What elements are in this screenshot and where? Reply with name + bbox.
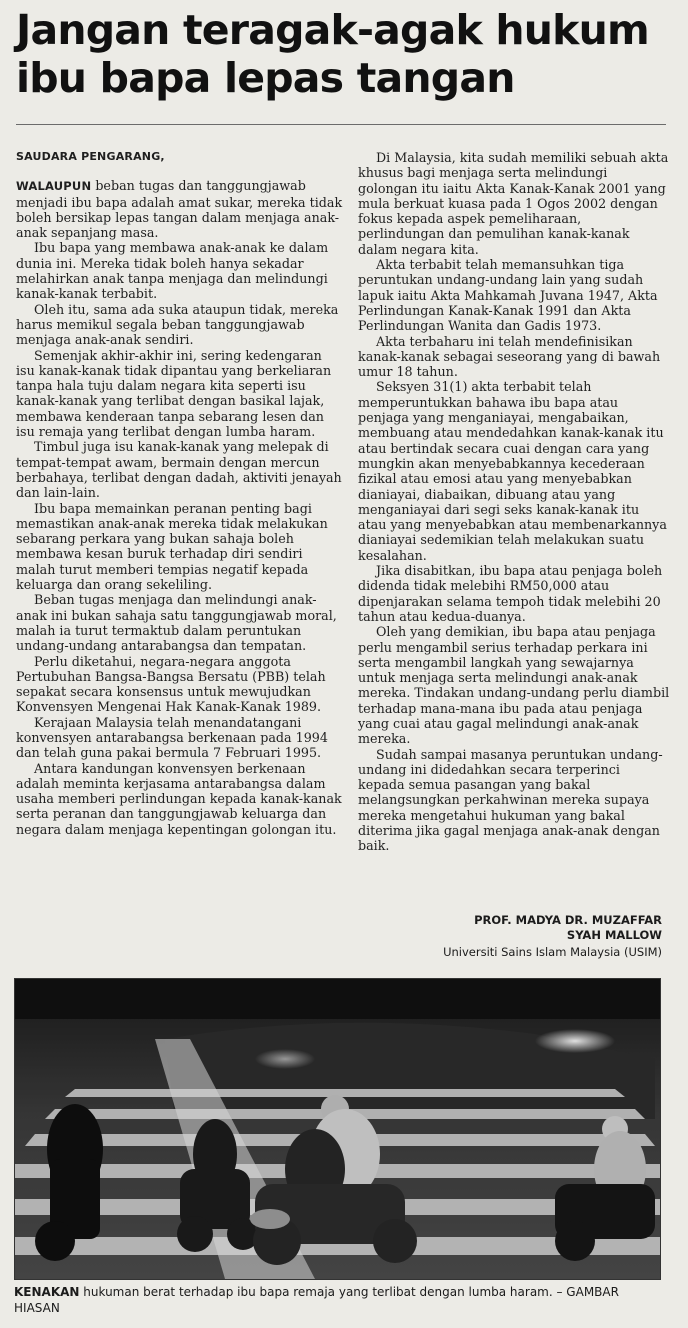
- paragraph: Beban tugas menjaga dan melindungi anak-anak ini bukan sahaja satu tanggungjawab moral, malah ia turut termaktub dalam peruntukan undang-undang antarabangsa dan tempatan.: [16, 592, 337, 654]
- paragraph: Timbul juga isu kanak-kanak yang melepak di tempat-tempat awam, bermain dengan mercun berbahaya, terlibat dengan dadah, aktiviti jenayah dan lain-lain.: [16, 439, 342, 501]
- caption-text: hukuman berat terhadap ibu bapa remaja yang terlibat dengan lumba haram. – GAMBAR HIASAN: [14, 1285, 619, 1315]
- photo-caption: [14, 1284, 664, 1316]
- paragraph: Ibu bapa yang membawa anak-anak ke dalam dunia ini. Mereka tidak boleh hanya sekadar melahirkan anak tanpa menjaga dan melindungi kanak-kanak terbabit.: [16, 240, 329, 302]
- headline-line-1: Jangan teragak-agak hukum: [16, 6, 649, 54]
- headline: [16, 6, 676, 102]
- paragraph: Semenjak akhir-akhir ini, sering kedengaran isu kanak-kanak tidak dipantau yang berkeliaran tanpa hala tuju dalam negara kita seperti isu kanak-kanak yang terlibat dengan basikal lajak, membawa kenderaan tanpa sebarang lesen dan isu remaja yang terlibat dengan lumba haram.: [16, 347, 332, 440]
- paragraph: Oleh yang demikian, ibu bapa atau penjaga perlu mengambil serius terhadap perkara ini serta mengambil langkah yang sewajarnya untuk menjaga serta melindungi anak-anak mereka. Tindakan undang-undang perlu diambil terhadap mana-mana ibu pada atau penjaga yang cuai atau gagal melindungi anak-anak mereka.: [358, 624, 670, 747]
- lead-word: WALAUPUN: [16, 179, 92, 194]
- street-photo: [14, 978, 661, 1280]
- right-column: [358, 150, 670, 854]
- paragraph: Perlu diketahui, negara-negara anggota Pertubuhan Bangsa-Bangsa Bersatu (PBB) telah sepakat secara konsensus untuk mewujudkan Konvensyen Mengenai Hak Kanak-Kanak 1989.: [16, 653, 326, 715]
- paragraph: Ibu bapa memainkan peranan penting bagi memastikan anak-anak mereka tidak melakukan sebarang perkara yang bukan sahaja boleh membawa kesan buruk terhadap diri sendiri malah turut memberi tempias negatif kepada keluarga dan orang sekeliling.: [16, 500, 328, 593]
- author-name-line-1: PROF. MADYA DR. MUZAFFAR: [474, 913, 662, 927]
- paragraph: Antara kandungan konvensyen berkenaan adalah meminta kerjasama antarabangsa dalam usaha memberi perlindungan kepada kanak-kanak serta peranan dan tanggungjawab keluarga dan negara dalam menjaga kepentingan golongan itu.: [16, 760, 342, 837]
- headline-rule: [16, 124, 666, 125]
- motorcycle-crossing-illustration: [15, 979, 660, 1279]
- headline-line-2: ibu bapa lepas tangan: [16, 54, 515, 102]
- lead-text: beban tugas dan tanggungjawab menjadi ibu bapa adalah amat sukar, mereka tidak boleh bersikap lepas tangan dalam menjaga anak-anak sepanjang masa.: [16, 178, 343, 241]
- paragraph: Sudah sampai masanya peruntukan undang-undang ini didedahkan secara terperinci kepada semua pasangan yang bakal melangsungkan perkahwinan mereka supaya mereka mengetahui hukuman yang bakal diterima jika gagal menjaga anak-anak dengan baik.: [358, 746, 663, 854]
- paragraph: Jika disabitkan, ibu bapa atau penjaga boleh didenda tidak melebihi RM50,000 atau dipenjarakan selama tempoh tidak melebihi 20 tahun atau kedua-duanya.: [358, 563, 663, 624]
- left-column: [16, 149, 344, 837]
- paragraph: Oleh itu, sama ada suka ataupun tidak, mereka harus memikul segala beban tanggungjawab menjaga anak-anak sendiri.: [16, 301, 339, 348]
- author-signoff: [400, 913, 662, 961]
- paragraph: Di Malaysia, kita sudah memiliki sebuah akta khusus bagi menjaga serta melindungi golongan itu iaitu Akta Kanak-Kanak 2001 yang mula berkuat kuasa pada 1 Ogos 2002 dengan fokus kepada aspek pemeliharaan, perlindungan dan pemulihan kanak-kanak dalam negara kita.: [358, 150, 669, 257]
- paragraph: Akta terbabit telah memansuhkan tiga peruntukan undang-undang lain yang sudah lapuk iaitu Akta Mahkamah Juvana 1947, Akta Perlindungan Kanak-Kanak 1991 dan Akta Perlindungan Wanita dan Gadis 1973.: [358, 257, 658, 334]
- paragraph: Seksyen 31(1) akta terbabit telah memperuntukkan bahawa ibu bapa atau penjaga yang menganiayai, mengabaikan, membuang atau mendedahkan kanak-kanak itu atau bertindak secara cuai dengan cara yang mungkin akan menyebabkannya kecederaan fizikal atau emosi atau yang menyebabkan dianiayai, diabaikan, dibuang atau yang menganiayai dari segi seks kanak-kanak itu atau yang menyebabkan atau membenarkannya dianiayai sedemikian telah melakukan suatu kesalahan.: [358, 379, 667, 563]
- caption-lead: KENAKAN: [14, 1285, 80, 1299]
- salutation: SAUDARA PENGARANG,: [16, 150, 165, 163]
- paragraph: Akta terbaharu ini telah mendefinisikan kanak-kanak sebagai seseorang yang di bawah umur 18 tahun.: [358, 333, 661, 380]
- author-name-line-2: SYAH MALLOW: [566, 928, 662, 942]
- author-affiliation: Universiti Sains Islam Malaysia (USIM): [443, 945, 662, 959]
- lead-paragraph: [16, 178, 344, 240]
- paragraph: Kerajaan Malaysia telah menandatangani konvensyen antarabangsa berkenaan pada 1994 dan telah guna pakai bermula 7 Februari 1995.: [16, 714, 328, 761]
